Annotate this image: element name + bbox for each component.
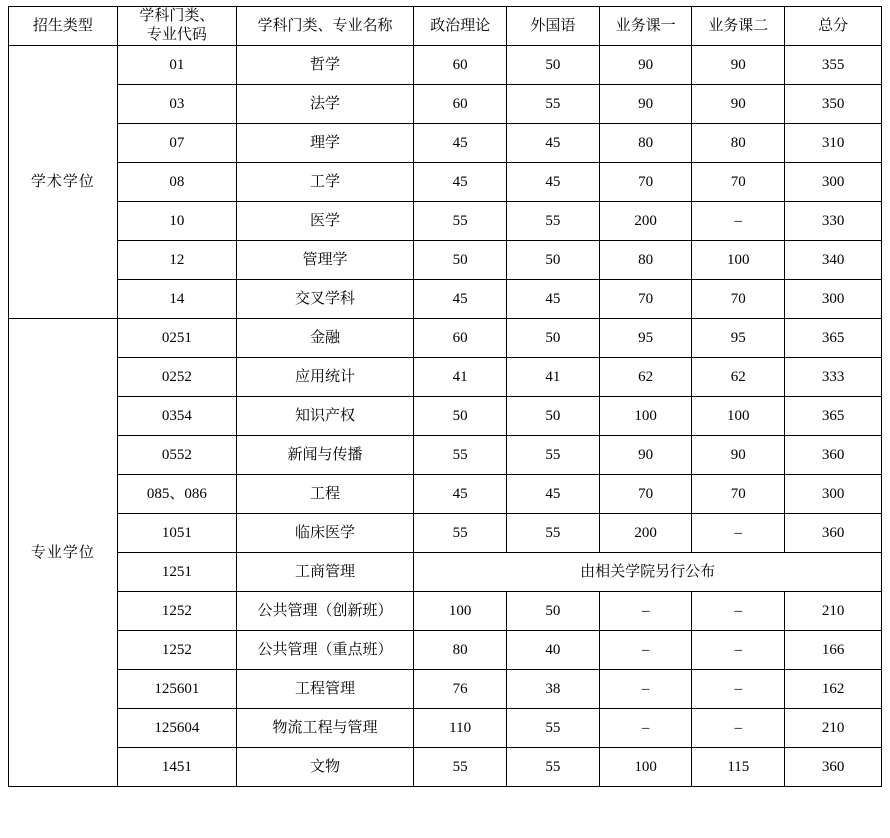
politics-score-cell: 60 — [414, 46, 507, 85]
foreign-language-score-cell: 55 — [506, 514, 599, 553]
major-name-cell: 管理学 — [236, 241, 413, 280]
politics-score-cell: 45 — [414, 475, 507, 514]
subject-two-score-cell: 100 — [692, 397, 785, 436]
politics-score-cell: 55 — [414, 436, 507, 475]
total-score-cell: 300 — [785, 280, 882, 319]
total-score-cell: 300 — [785, 475, 882, 514]
header-text: 总分 — [818, 17, 849, 34]
subject-one-score-cell: 90 — [599, 436, 692, 475]
politics-score-cell: 41 — [414, 358, 507, 397]
major-code-cell: 01 — [117, 46, 236, 85]
major-name-cell: 工商管理 — [236, 553, 413, 592]
politics-score-cell: 100 — [414, 592, 507, 631]
total-score-cell: 350 — [785, 85, 882, 124]
admission-score-table — [8, 6, 882, 787]
table-row — [9, 202, 882, 241]
major-code-cell: 1252 — [117, 592, 236, 631]
major-code-cell: 03 — [117, 85, 236, 124]
foreign-language-score-cell: 55 — [506, 709, 599, 748]
subject-two-score-cell: – — [692, 670, 785, 709]
header-text: 学科门类、专业名称 — [257, 17, 393, 34]
header-subject-two — [692, 7, 785, 46]
politics-score-cell: 45 — [414, 124, 507, 163]
subject-one-score-cell: 95 — [599, 319, 692, 358]
politics-score-cell: 50 — [414, 397, 507, 436]
table-row — [9, 280, 882, 319]
header-text: 政治理论 — [430, 17, 491, 34]
subject-two-score-cell: 62 — [692, 358, 785, 397]
politics-score-cell: 45 — [414, 280, 507, 319]
header-text: 业务课一 — [615, 17, 676, 34]
major-code-cell: 0354 — [117, 397, 236, 436]
foreign-language-score-cell: 41 — [506, 358, 599, 397]
major-name-cell: 交叉学科 — [236, 280, 413, 319]
major-name-cell: 知识产权 — [236, 397, 413, 436]
subject-two-score-cell: – — [692, 709, 785, 748]
major-name-cell: 临床医学 — [236, 514, 413, 553]
major-code-cell: 08 — [117, 163, 236, 202]
table-row — [9, 709, 882, 748]
table-row — [9, 241, 882, 280]
major-name-cell: 哲学 — [236, 46, 413, 85]
major-name-cell: 工学 — [236, 163, 413, 202]
header-admission-type — [9, 7, 118, 46]
subject-two-score-cell: 90 — [692, 436, 785, 475]
header-text: 外国语 — [530, 17, 576, 34]
major-code-cell: 1051 — [117, 514, 236, 553]
major-name-cell: 法学 — [236, 85, 413, 124]
politics-score-cell: 55 — [414, 748, 507, 787]
total-score-cell: 330 — [785, 202, 882, 241]
major-name-cell: 物流工程与管理 — [236, 709, 413, 748]
table-row — [9, 124, 882, 163]
table-row — [9, 319, 882, 358]
foreign-language-score-cell: 55 — [506, 748, 599, 787]
score-note-cell: 由相关学院另行公布 — [414, 553, 882, 592]
major-code-cell: 1251 — [117, 553, 236, 592]
table-header — [9, 7, 882, 46]
table-row — [9, 163, 882, 202]
politics-score-cell: 60 — [414, 319, 507, 358]
total-score-cell: 340 — [785, 241, 882, 280]
major-name-cell: 金融 — [236, 319, 413, 358]
subject-two-score-cell: 80 — [692, 124, 785, 163]
politics-score-cell: 45 — [414, 163, 507, 202]
admission-type-cell: 专业学位 — [9, 319, 118, 787]
subject-two-score-cell: 90 — [692, 46, 785, 85]
politics-score-cell: 60 — [414, 85, 507, 124]
table-body — [9, 46, 882, 787]
politics-score-cell: 55 — [414, 202, 507, 241]
major-name-cell: 工程管理 — [236, 670, 413, 709]
subject-one-score-cell: 70 — [599, 280, 692, 319]
subject-one-score-cell: – — [599, 670, 692, 709]
table-row — [9, 358, 882, 397]
subject-one-score-cell: 200 — [599, 514, 692, 553]
major-name-cell: 工程 — [236, 475, 413, 514]
foreign-language-score-cell: 55 — [506, 85, 599, 124]
subject-one-score-cell: 80 — [599, 241, 692, 280]
politics-score-cell: 80 — [414, 631, 507, 670]
table-row — [9, 553, 882, 592]
header-text-line2: 专业代码 — [146, 27, 207, 43]
major-code-cell: 125601 — [117, 670, 236, 709]
major-code-cell: 0552 — [117, 436, 236, 475]
foreign-language-score-cell: 55 — [506, 202, 599, 241]
total-score-cell: 365 — [785, 319, 882, 358]
table-row — [9, 670, 882, 709]
major-code-cell: 085、086 — [117, 475, 236, 514]
major-code-cell: 12 — [117, 241, 236, 280]
table-row — [9, 592, 882, 631]
major-code-cell: 10 — [117, 202, 236, 241]
subject-two-score-cell: 70 — [692, 280, 785, 319]
subject-one-score-cell: – — [599, 592, 692, 631]
subject-two-score-cell: – — [692, 202, 785, 241]
major-name-cell: 文物 — [236, 748, 413, 787]
major-name-cell: 新闻与传播 — [236, 436, 413, 475]
foreign-language-score-cell: 55 — [506, 436, 599, 475]
politics-score-cell: 55 — [414, 514, 507, 553]
total-score-cell: 210 — [785, 709, 882, 748]
subject-two-score-cell: 70 — [692, 163, 785, 202]
foreign-language-score-cell: 50 — [506, 592, 599, 631]
header-text: 招生类型 — [32, 17, 93, 34]
major-code-cell: 0251 — [117, 319, 236, 358]
major-code-cell: 0252 — [117, 358, 236, 397]
subject-two-score-cell: – — [692, 631, 785, 670]
foreign-language-score-cell: 45 — [506, 280, 599, 319]
subject-one-score-cell: 70 — [599, 163, 692, 202]
major-name-cell: 公共管理（创新班） — [236, 592, 413, 631]
subject-two-score-cell: 70 — [692, 475, 785, 514]
table-row — [9, 85, 882, 124]
total-score-cell: 210 — [785, 592, 882, 631]
subject-two-score-cell: 115 — [692, 748, 785, 787]
major-code-cell: 125604 — [117, 709, 236, 748]
politics-score-cell: 50 — [414, 241, 507, 280]
foreign-language-score-cell: 38 — [506, 670, 599, 709]
table-row — [9, 46, 882, 85]
subject-one-score-cell: 90 — [599, 85, 692, 124]
total-score-cell: 355 — [785, 46, 882, 85]
subject-two-score-cell: – — [692, 592, 785, 631]
politics-score-cell: 110 — [414, 709, 507, 748]
table-row — [9, 748, 882, 787]
header-foreign-language — [506, 7, 599, 46]
subject-one-score-cell: 100 — [599, 748, 692, 787]
header-text-line1: 学科门类、 — [139, 8, 215, 25]
subject-one-score-cell: – — [599, 709, 692, 748]
total-score-cell: 360 — [785, 436, 882, 475]
total-score-cell: 300 — [785, 163, 882, 202]
subject-two-score-cell: – — [692, 514, 785, 553]
major-code-cell: 1252 — [117, 631, 236, 670]
total-score-cell: 360 — [785, 514, 882, 553]
subject-one-score-cell: – — [599, 631, 692, 670]
table-row — [9, 475, 882, 514]
header-total-score — [785, 7, 882, 46]
subject-two-score-cell: 100 — [692, 241, 785, 280]
foreign-language-score-cell: 45 — [506, 163, 599, 202]
politics-score-cell: 76 — [414, 670, 507, 709]
table-row — [9, 436, 882, 475]
foreign-language-score-cell: 50 — [506, 241, 599, 280]
subject-one-score-cell: 100 — [599, 397, 692, 436]
total-score-cell: 333 — [785, 358, 882, 397]
subject-two-score-cell: 95 — [692, 319, 785, 358]
total-score-cell: 360 — [785, 748, 882, 787]
total-score-cell: 310 — [785, 124, 882, 163]
foreign-language-score-cell: 40 — [506, 631, 599, 670]
subject-one-score-cell: 200 — [599, 202, 692, 241]
major-name-cell: 应用统计 — [236, 358, 413, 397]
table-row — [9, 631, 882, 670]
header-major-name — [236, 7, 413, 46]
foreign-language-score-cell: 50 — [506, 397, 599, 436]
foreign-language-score-cell: 45 — [506, 475, 599, 514]
subject-two-score-cell: 90 — [692, 85, 785, 124]
subject-one-score-cell: 80 — [599, 124, 692, 163]
subject-one-score-cell: 70 — [599, 475, 692, 514]
foreign-language-score-cell: 45 — [506, 124, 599, 163]
header-major-code — [117, 7, 236, 46]
subject-one-score-cell: 90 — [599, 46, 692, 85]
admission-type-cell: 学术学位 — [9, 46, 118, 319]
major-code-cell: 1451 — [117, 748, 236, 787]
foreign-language-score-cell: 50 — [506, 46, 599, 85]
major-name-cell: 理学 — [236, 124, 413, 163]
major-code-cell: 14 — [117, 280, 236, 319]
foreign-language-score-cell: 50 — [506, 319, 599, 358]
total-score-cell: 162 — [785, 670, 882, 709]
header-politics — [414, 7, 507, 46]
total-score-cell: 365 — [785, 397, 882, 436]
table-row — [9, 514, 882, 553]
header-subject-one — [599, 7, 692, 46]
major-name-cell: 公共管理（重点班） — [236, 631, 413, 670]
subject-one-score-cell: 62 — [599, 358, 692, 397]
total-score-cell: 166 — [785, 631, 882, 670]
major-name-cell: 医学 — [236, 202, 413, 241]
table-row — [9, 397, 882, 436]
header-text: 业务课二 — [708, 17, 769, 34]
major-code-cell: 07 — [117, 124, 236, 163]
header-row — [9, 7, 882, 46]
